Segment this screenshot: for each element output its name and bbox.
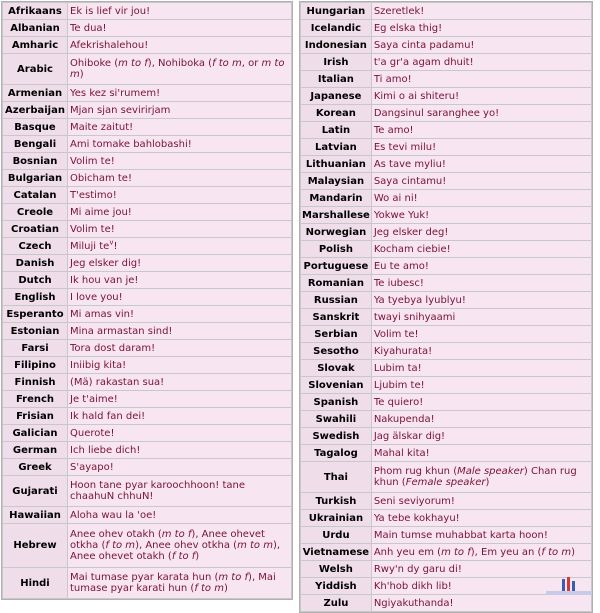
language-name: Gujarati bbox=[3, 476, 67, 506]
language-name: Norwegian bbox=[301, 224, 371, 240]
language-name: Azerbaijan bbox=[3, 102, 67, 118]
love-phrase: Miluji $te^v$! bbox=[68, 238, 291, 254]
table-row bbox=[301, 445, 591, 461]
love-phrase: Afekrishalehou! bbox=[68, 37, 291, 53]
language-name: Filipino bbox=[3, 357, 67, 373]
love-phrase: Volim te! bbox=[68, 221, 291, 237]
table-row bbox=[3, 85, 291, 101]
love-phrase: Lubim ta! bbox=[372, 360, 591, 376]
language-name: Hawaiian bbox=[3, 507, 67, 523]
love-phrase: Ik hou van je! bbox=[68, 272, 291, 288]
language-name: Amharic bbox=[3, 37, 67, 53]
language-name: Icelandic bbox=[301, 20, 371, 36]
table-row bbox=[301, 527, 591, 543]
love-phrase: Kh'hob dikh lib! bbox=[372, 578, 591, 594]
language-name: Serbian bbox=[301, 326, 371, 342]
love-phrase: Saya cintamu! bbox=[372, 173, 591, 189]
love-phrase: Aloha wau la 'oe! bbox=[68, 507, 291, 523]
love-phrase: Ljubim te! bbox=[372, 377, 591, 393]
language-name: Danish bbox=[3, 255, 67, 271]
table-row bbox=[301, 326, 591, 342]
love-phrase: Anee ohev otakh (m to f), Anee ohevet otkha (f to m), Anee ohev otkha (m to m), Anee ohevet otakh (f to f) bbox=[68, 524, 291, 567]
language-name: Ukrainian bbox=[301, 510, 371, 526]
language-name: Basque bbox=[3, 119, 67, 135]
language-name: French bbox=[3, 391, 67, 407]
table-row bbox=[301, 309, 591, 325]
love-phrase: Ngiyakuthanda! bbox=[372, 595, 591, 611]
language-name: Esperanto bbox=[3, 306, 67, 322]
left-language-table bbox=[1, 1, 293, 600]
table-row bbox=[3, 3, 291, 19]
love-phrase: Volim te! bbox=[372, 326, 591, 342]
love-phrase: Mahal kita! bbox=[372, 445, 591, 461]
language-name: Frisian bbox=[3, 408, 67, 424]
table-row bbox=[3, 102, 291, 118]
language-name: Hungarian bbox=[301, 3, 371, 19]
love-phrase: As tave myliu! bbox=[372, 156, 591, 172]
love-phrase: Seni seviyorum! bbox=[372, 493, 591, 509]
language-name: Urdu bbox=[301, 527, 371, 543]
table-row bbox=[3, 153, 291, 169]
language-name: Malaysian bbox=[301, 173, 371, 189]
language-name: Dutch bbox=[3, 272, 67, 288]
language-name: Sanskrit bbox=[301, 309, 371, 325]
love-phrase: Ich liebe dich! bbox=[68, 442, 291, 458]
language-name: Marshallese bbox=[301, 207, 371, 223]
table-row bbox=[301, 275, 591, 291]
love-phrase: Szeretlek! bbox=[372, 3, 591, 19]
love-phrase: Ik hald fan dei! bbox=[68, 408, 291, 424]
table-row bbox=[3, 54, 291, 84]
table-row bbox=[301, 207, 591, 223]
language-name: Catalan bbox=[3, 187, 67, 203]
love-phrase: Eu te amo! bbox=[372, 258, 591, 274]
love-phrase: Jeg elsker deg! bbox=[372, 224, 591, 240]
love-phrase: Phom rug khun (Male speaker) Chan rug khun (Female speaker) bbox=[372, 462, 591, 492]
love-phrase: Nakupenda! bbox=[372, 411, 591, 427]
table-row bbox=[3, 357, 291, 373]
love-phrase: Rwy'n dy garu di! bbox=[372, 561, 591, 577]
table-row bbox=[3, 204, 291, 220]
love-phrase: Tora dost daram! bbox=[68, 340, 291, 356]
language-name: Tagalog bbox=[301, 445, 371, 461]
language-name: Swedish bbox=[301, 428, 371, 444]
language-name: Finnish bbox=[3, 374, 67, 390]
table-row bbox=[301, 428, 591, 444]
table-row bbox=[301, 173, 591, 189]
language-name: English bbox=[3, 289, 67, 305]
love-phrase: Ami tomake bahlobashi! bbox=[68, 136, 291, 152]
love-phrase: Ek is lief vir jou! bbox=[68, 3, 291, 19]
language-name: Creole bbox=[3, 204, 67, 220]
table-row bbox=[3, 20, 291, 36]
language-name: Hebrew bbox=[3, 524, 67, 567]
love-phrase: Ya tyebya lyublyu! bbox=[372, 292, 591, 308]
language-name: Slovak bbox=[301, 360, 371, 376]
language-name: Thai bbox=[301, 462, 371, 492]
language-name: Bosnian bbox=[3, 153, 67, 169]
watermark-logo-icon bbox=[544, 575, 594, 597]
table-row bbox=[301, 241, 591, 257]
love-phrase: Main tumse muhabbat karta hoon! bbox=[372, 527, 591, 543]
language-name: Arabic bbox=[3, 54, 67, 84]
table-row bbox=[3, 170, 291, 186]
table-row bbox=[301, 377, 591, 393]
table-row bbox=[301, 190, 591, 206]
love-phrase: Kocham ciebie! bbox=[372, 241, 591, 257]
language-name: Lithuanian bbox=[301, 156, 371, 172]
language-name: Spanish bbox=[301, 394, 371, 410]
love-phrase: Kimi o ai shiteru! bbox=[372, 88, 591, 104]
love-phrase: Te iubesc! bbox=[372, 275, 591, 291]
love-phrase: Te quiero! bbox=[372, 394, 591, 410]
love-phrase: Mi aime jou! bbox=[68, 204, 291, 220]
table-row bbox=[3, 459, 291, 475]
love-phrase: Saya cinta padamu! bbox=[372, 37, 591, 53]
table-row bbox=[3, 568, 291, 598]
table-row bbox=[301, 54, 591, 70]
table-row bbox=[3, 524, 291, 567]
love-phrase: Je t'aime! bbox=[68, 391, 291, 407]
language-name: Romanian bbox=[301, 275, 371, 291]
love-phrase: Te amo! bbox=[372, 122, 591, 138]
table-row bbox=[301, 105, 591, 121]
table-row bbox=[3, 374, 291, 390]
language-name: Albanian bbox=[3, 20, 67, 36]
language-name: Zulu bbox=[301, 595, 371, 611]
table-row bbox=[301, 37, 591, 53]
table-row bbox=[3, 306, 291, 322]
love-phrase: Mi amas vin! bbox=[68, 306, 291, 322]
love-phrase: Querote! bbox=[68, 425, 291, 441]
table-row bbox=[301, 462, 591, 492]
language-name: Portuguese bbox=[301, 258, 371, 274]
love-phrase: Es tevi milu! bbox=[372, 139, 591, 155]
language-name: Indonesian bbox=[301, 37, 371, 53]
love-phrase: Eg elska thig! bbox=[372, 20, 591, 36]
table-row bbox=[301, 394, 591, 410]
language-name: Estonian bbox=[3, 323, 67, 339]
love-phrase: Dangsinul saranghee yo! bbox=[372, 105, 591, 121]
language-name: Hindi bbox=[3, 568, 67, 598]
table-row bbox=[301, 544, 591, 560]
language-name: Turkish bbox=[301, 493, 371, 509]
language-name: Slovenian bbox=[301, 377, 371, 393]
table-row bbox=[301, 510, 591, 526]
love-phrase: Iniibig kita! bbox=[68, 357, 291, 373]
table-row bbox=[301, 88, 591, 104]
table-row bbox=[3, 289, 291, 305]
love-phrase: Mjan sjan sevirirjam bbox=[68, 102, 291, 118]
table-row bbox=[3, 136, 291, 152]
language-name: Farsi bbox=[3, 340, 67, 356]
table-row bbox=[3, 119, 291, 135]
table-row bbox=[301, 360, 591, 376]
table-row bbox=[3, 323, 291, 339]
table-row bbox=[301, 156, 591, 172]
love-phrase: twayi snihyaami bbox=[372, 309, 591, 325]
language-name: Irish bbox=[301, 54, 371, 70]
language-name: Vietnamese bbox=[301, 544, 371, 560]
right-language-table bbox=[299, 1, 593, 613]
table-row bbox=[301, 20, 591, 36]
table-row bbox=[3, 476, 291, 506]
language-name: Sesotho bbox=[301, 343, 371, 359]
table-row bbox=[301, 122, 591, 138]
caron-mark: v bbox=[109, 238, 114, 247]
table-row bbox=[301, 595, 591, 611]
language-name: Italian bbox=[301, 71, 371, 87]
table-row bbox=[3, 272, 291, 288]
language-name: German bbox=[3, 442, 67, 458]
language-name: Bulgarian bbox=[3, 170, 67, 186]
language-name: Korean bbox=[301, 105, 371, 121]
language-name: Yiddish bbox=[301, 578, 371, 594]
table-row bbox=[3, 238, 291, 254]
language-name: Galician bbox=[3, 425, 67, 441]
love-phrase: Mai tumase pyar karata hun (m to f), Mai tumase pyar karati hun (f to m) bbox=[68, 568, 291, 598]
love-phrase: Jag älskar dig! bbox=[372, 428, 591, 444]
language-name: Latvian bbox=[301, 139, 371, 155]
table-row bbox=[301, 224, 591, 240]
love-phrase: T'estimo! bbox=[68, 187, 291, 203]
love-phrase: Volim te! bbox=[68, 153, 291, 169]
love-phrase: Kiyahurata! bbox=[372, 343, 591, 359]
love-phrase: t'a gr'a agam dhuit! bbox=[372, 54, 591, 70]
language-name: Afrikaans bbox=[3, 3, 67, 19]
love-phrase: S'ayapo! bbox=[68, 459, 291, 475]
language-name: Armenian bbox=[3, 85, 67, 101]
table-row bbox=[3, 221, 291, 237]
love-phrase: Ohiboke (m to f), Nohiboka (f to m, or m to m) bbox=[68, 54, 291, 84]
table-row bbox=[3, 37, 291, 53]
love-phrase: Jeg elsker dig! bbox=[68, 255, 291, 271]
table-row bbox=[301, 71, 591, 87]
language-name: Russian bbox=[301, 292, 371, 308]
love-phrase: Anh yeu em (m to f), Em yeu an (f to m) bbox=[372, 544, 591, 560]
love-phrase: Te dua! bbox=[68, 20, 291, 36]
table-row bbox=[3, 255, 291, 271]
language-name: Welsh bbox=[301, 561, 371, 577]
language-name: Mandarin bbox=[301, 190, 371, 206]
language-name: Croatian bbox=[3, 221, 67, 237]
language-name: Greek bbox=[3, 459, 67, 475]
love-phrase: (Mä) rakastan sua! bbox=[68, 374, 291, 390]
language-name: Japanese bbox=[301, 88, 371, 104]
language-name: Bengali bbox=[3, 136, 67, 152]
table-row bbox=[301, 493, 591, 509]
language-name: Polish bbox=[301, 241, 371, 257]
table-row bbox=[301, 258, 591, 274]
love-phrase: Ti amo! bbox=[372, 71, 591, 87]
language-name: Czech bbox=[3, 238, 67, 254]
table-row bbox=[301, 411, 591, 427]
love-phrase: Yes kez si'rumem! bbox=[68, 85, 291, 101]
table-row bbox=[3, 507, 291, 523]
table-row bbox=[301, 139, 591, 155]
language-name: Swahili bbox=[301, 411, 371, 427]
love-phrase: Hoon tane pyar karoochhoon! tane chaahuN chhuN! bbox=[68, 476, 291, 506]
love-phrase: Wo ai ni! bbox=[372, 190, 591, 206]
table-row bbox=[3, 340, 291, 356]
love-phrase: Obicham te! bbox=[68, 170, 291, 186]
table-row bbox=[301, 343, 591, 359]
love-phrase: Ya tebe kokhayu! bbox=[372, 510, 591, 526]
love-phrase: I love you! bbox=[68, 289, 291, 305]
table-row bbox=[3, 408, 291, 424]
table-row bbox=[3, 187, 291, 203]
love-phrase: Maite zaitut! bbox=[68, 119, 291, 135]
table-row bbox=[301, 292, 591, 308]
love-phrase: Mina armastan sind! bbox=[68, 323, 291, 339]
table-row bbox=[3, 391, 291, 407]
table-row bbox=[3, 442, 291, 458]
table-row bbox=[301, 3, 591, 19]
table-row bbox=[3, 425, 291, 441]
language-name: Latin bbox=[301, 122, 371, 138]
love-phrase: Yokwe Yuk! bbox=[372, 207, 591, 223]
